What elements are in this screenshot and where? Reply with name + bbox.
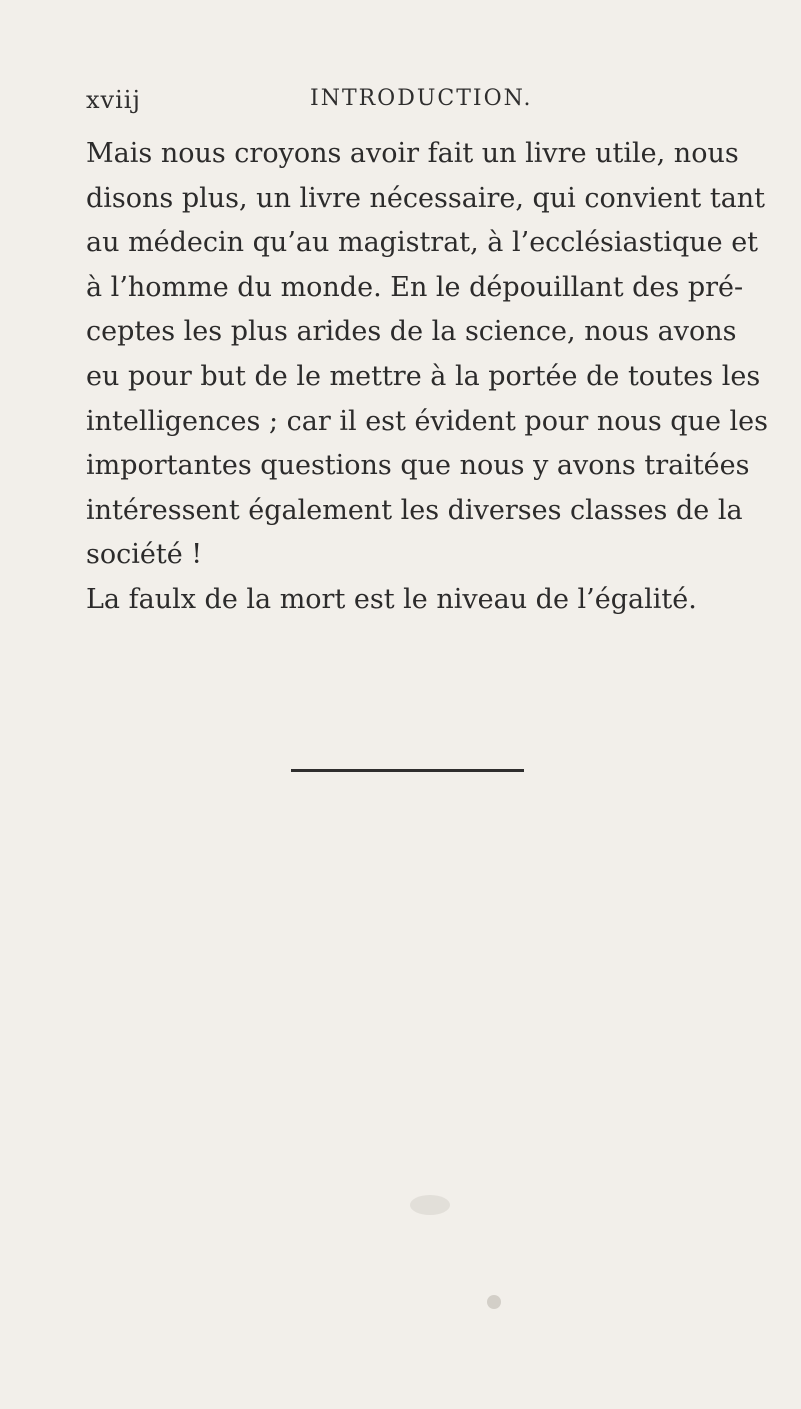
text-line: intéressent également les diverses classes de la xyxy=(86,494,743,526)
text-line: au médecin qu’au magistrat, à l’ecclésiastique et xyxy=(86,227,759,259)
section-title: INTRODUCTION. xyxy=(310,86,533,111)
section-divider-rule xyxy=(291,769,524,772)
text-line: importantes questions que nous y avons traitées xyxy=(86,450,750,482)
body-text xyxy=(86,132,769,623)
text-line: à l’homme du monde. En le dépouillant des pré- xyxy=(86,271,744,303)
text-line: eu pour but de le mettre à la portée de toutes les xyxy=(86,360,761,392)
text-line: La faulx de la mort est le niveau de l’égalité. xyxy=(86,583,697,615)
paper-stain xyxy=(487,1295,501,1309)
text-line: société ! xyxy=(86,539,203,571)
text-line: intelligences ; car il est évident pour nous que les xyxy=(86,405,769,437)
running-head xyxy=(86,86,726,126)
text-line: ceptes les plus arides de la science, nous avons xyxy=(86,316,737,348)
text-line: disons plus, un livre nécessaire, qui convient tant xyxy=(86,182,766,214)
paragraph-1 xyxy=(86,132,769,578)
paper-stain xyxy=(410,1195,450,1215)
text-line: Mais nous croyons avoir fait un livre utile, nous xyxy=(86,138,739,169)
page-number: xviij xyxy=(86,86,141,114)
paragraph-2 xyxy=(86,578,736,623)
